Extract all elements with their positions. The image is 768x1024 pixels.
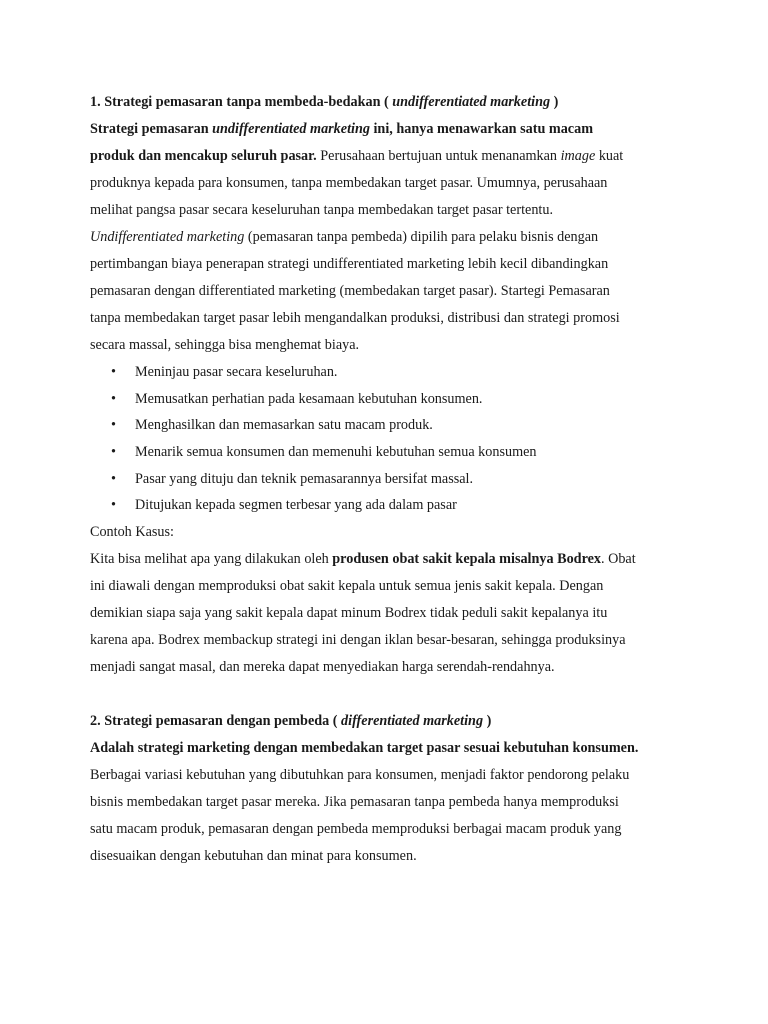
- section-2-heading-term: differentiated marketing: [341, 713, 484, 730]
- section-2-paragraph: [90, 735, 690, 870]
- text-line: [90, 573, 690, 600]
- text-line: [90, 278, 690, 305]
- text-run: pertimbangan biaya penerapan strategi undifferentiated marketing lebih kecil dibandingkan: [90, 256, 609, 272]
- text-run: pemasaran dengan differentiated marketing (membedakan target pasar). Startegi Pemasaran: [90, 283, 610, 299]
- text-line: [90, 735, 690, 762]
- text-line: [90, 654, 690, 681]
- text-line: [90, 762, 690, 789]
- bullet-item: • Menghasilkan dan memasarkan satu macam produk.: [90, 412, 690, 439]
- text-line: [90, 627, 690, 654]
- section-1-heading: 1. Strategi pemasaran tanpa membeda-bedakan ( undifferentiated marketing ): [90, 94, 559, 110]
- text-line: [90, 251, 690, 278]
- text-run: undifferentiated marketing: [212, 121, 370, 137]
- section-1-paragraph: [90, 116, 690, 359]
- text-line: [90, 332, 690, 359]
- text-run: Kita bisa melihat apa yang dilakukan oleh: [90, 551, 333, 568]
- text-run: Strategi pemasaran: [90, 121, 213, 137]
- text-run: disesuaikan dengan kebutuhan dan minat para konsumen.: [90, 848, 417, 865]
- text-line: [90, 305, 690, 332]
- text-run: Undifferentiated marketing: [90, 229, 245, 245]
- text-run: Adalah strategi marketing dengan membedakan target pasar sesuai kebutuhan konsumen.: [90, 740, 639, 757]
- text-run: produknya kepada para konsumen, tanpa membedakan target pasar. Umumnya, perusahaan: [90, 175, 608, 191]
- text-run: kuat: [595, 148, 624, 164]
- text-run: melihat pangsa pasar secara keseluruhan tanpa membedakan target pasar tertentu.: [90, 202, 553, 218]
- text-run: tanpa membedakan target pasar lebih mengandalkan produksi, distribusi dan strategi promosi: [90, 310, 620, 326]
- text-line: [90, 143, 690, 170]
- text-line: [90, 843, 690, 870]
- case-paragraph: [90, 546, 690, 681]
- text-line: [90, 600, 690, 627]
- text-run: (pemasaran tanpa pembeda) dipilih para pelaku bisnis dengan: [244, 229, 599, 245]
- bullet-item: • Memusatkan perhatian pada kesamaan kebutuhan konsumen.: [90, 386, 690, 413]
- bullet-item: • Menarik semua konsumen dan memenuhi kebutuhan semua konsumen: [90, 439, 690, 466]
- text-line: [90, 224, 690, 251]
- text-run: karena apa. Bodrex membackup strategi ini dengan iklan besar-besaran, sehingga produksinya: [90, 632, 626, 649]
- document-body: [90, 89, 690, 870]
- text-run: bisnis membedakan target pasar mereka. Jika pemasaran tanpa pembeda hanya memproduksi: [90, 794, 619, 811]
- text-run: Perusahaan bertujuan untuk menanamkan: [316, 148, 561, 164]
- section-spacer: [90, 681, 690, 708]
- text-run: . Obat: [601, 551, 636, 568]
- text-line: [90, 197, 690, 224]
- text-run: ini, hanya menawarkan satu macam: [369, 121, 594, 137]
- text-run: secara massal, sehingga bisa menghemat biaya.: [90, 337, 360, 353]
- text-run: produsen obat sakit kepala misalnya Bodrex: [332, 551, 601, 568]
- text-run: demikian siapa saja yang sakit kepala dapat minum Bodrex tidak peduli sakit kepalanya itu: [90, 605, 608, 622]
- text-line: [90, 170, 690, 197]
- text-run: ini diawali dengan memproduksi obat sakit kepala untuk semua jenis sakit kepala. Dengan: [90, 578, 604, 595]
- text-run: Berbagai variasi kebutuhan yang dibutuhkan para konsumen, menjadi faktor pendorong pelaku: [90, 767, 630, 784]
- bullet-item: • Meninjau pasar secara keseluruhan.: [90, 359, 690, 386]
- bullet-item: • Pasar yang dituju dan teknik pemasarannya bersifat massal.: [90, 466, 690, 493]
- section-2-heading: 2. Strategi pemasaran dengan pembeda ( differentiated marketing ): [90, 713, 492, 730]
- text-line: [90, 816, 690, 843]
- text-line: [90, 789, 690, 816]
- text-run: image: [560, 148, 596, 164]
- text-run: menjadi sangat masal, dan mereka dapat menyediakan harga serendah-rendahnya.: [90, 659, 555, 676]
- section-1-bullet-list: [90, 359, 690, 519]
- text-run: satu macam produk, pemasaran dengan pembeda memproduksi berbagai macam produk yang: [90, 821, 622, 838]
- section-1-heading-term: undifferentiated marketing: [392, 94, 551, 110]
- text-run: produk dan mencakup seluruh pasar.: [90, 148, 317, 164]
- text-line: [90, 116, 690, 143]
- bullet-item: • Ditujukan kepada segmen terbesar yang ada dalam pasar: [90, 492, 690, 519]
- text-line: [90, 546, 690, 573]
- case-label: Contoh Kasus:: [90, 524, 174, 541]
